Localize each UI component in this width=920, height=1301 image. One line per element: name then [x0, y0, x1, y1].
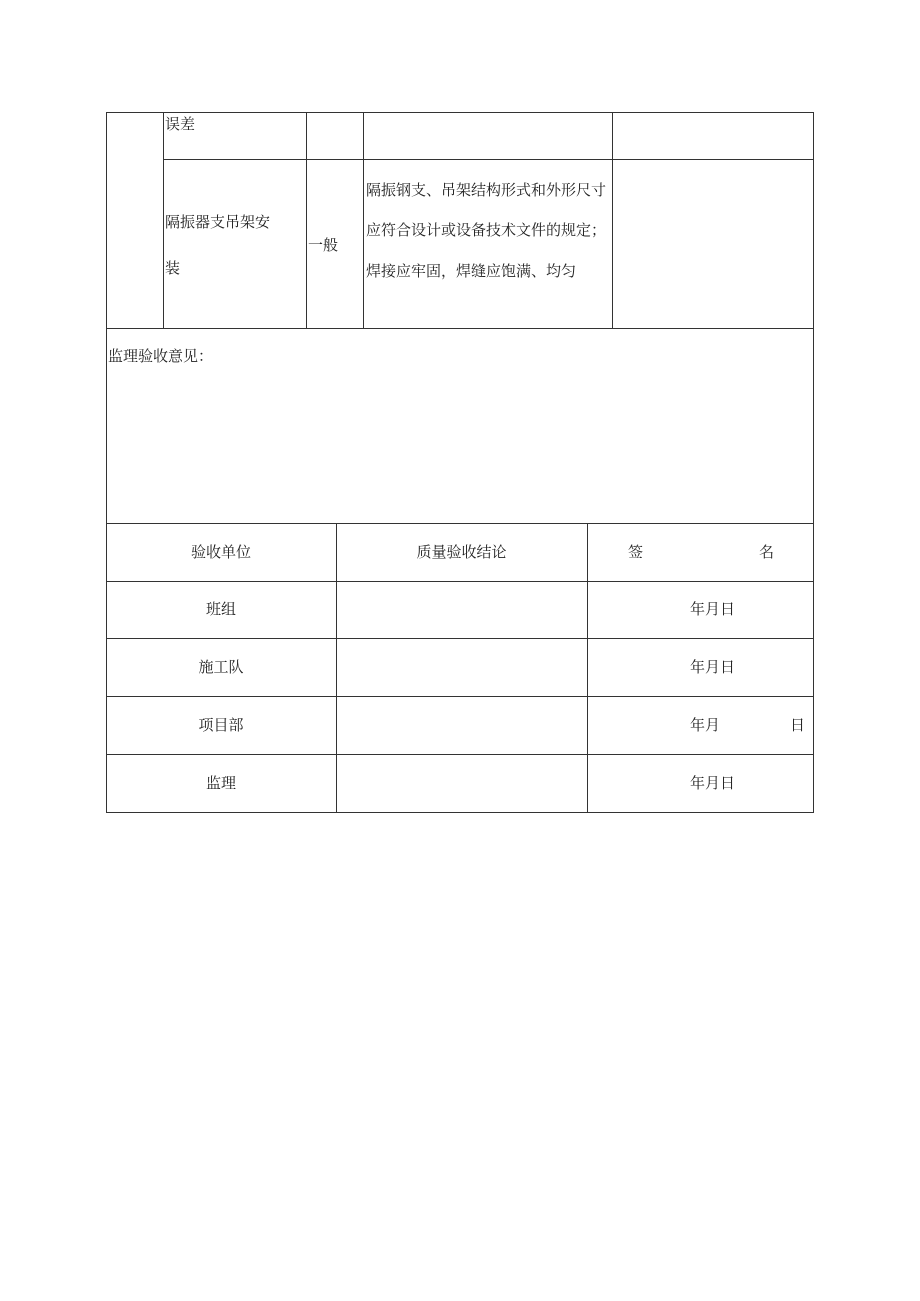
table-divider: [163, 112, 164, 329]
item-tolerance: 误差: [165, 115, 196, 133]
item-isolator-line2: 装: [165, 259, 181, 277]
table-divider: [306, 112, 307, 329]
requirement-line1: 隔振钢支、吊架结构形式和外形尺寸: [366, 181, 607, 199]
date-construction-crew: 年月日: [690, 658, 736, 676]
date-project-dept-part1: 年月: [690, 716, 721, 734]
header-sign-char2: 名: [759, 543, 775, 561]
date-team: 年月日: [690, 600, 736, 618]
table-divider: [612, 112, 613, 329]
table-divider: [106, 581, 814, 582]
unit-supervisor: 监理: [205, 774, 236, 792]
unit-team: 班组: [205, 600, 236, 618]
requirement-line3: 焊接应牢固，焊缝应饱满、均匀: [366, 262, 577, 280]
unit-construction-crew: 施工队: [198, 658, 244, 676]
table-divider: [587, 523, 588, 813]
requirement-line2: 应符合设计或设备技术文件的规定；: [366, 221, 607, 239]
table-divider: [336, 523, 337, 813]
header-sign-char1: 签: [628, 543, 644, 561]
supervision-opinion-label: 监理验收意见：: [108, 347, 214, 365]
date-supervisor: 年月日: [690, 774, 736, 792]
table-divider: [163, 159, 814, 160]
header-conclusion: 质量验收结论: [416, 543, 507, 561]
item-isolator-line1: 隔振器支吊架安: [165, 213, 271, 231]
table-divider: [106, 638, 814, 639]
date-project-dept-part2: 日: [790, 716, 806, 734]
unit-project-dept: 项目部: [198, 716, 244, 734]
table-divider: [106, 696, 814, 697]
table-divider: [106, 754, 814, 755]
table-divider: [363, 112, 364, 329]
header-unit: 验收单位: [190, 543, 251, 561]
category-general: 一般: [308, 236, 339, 254]
